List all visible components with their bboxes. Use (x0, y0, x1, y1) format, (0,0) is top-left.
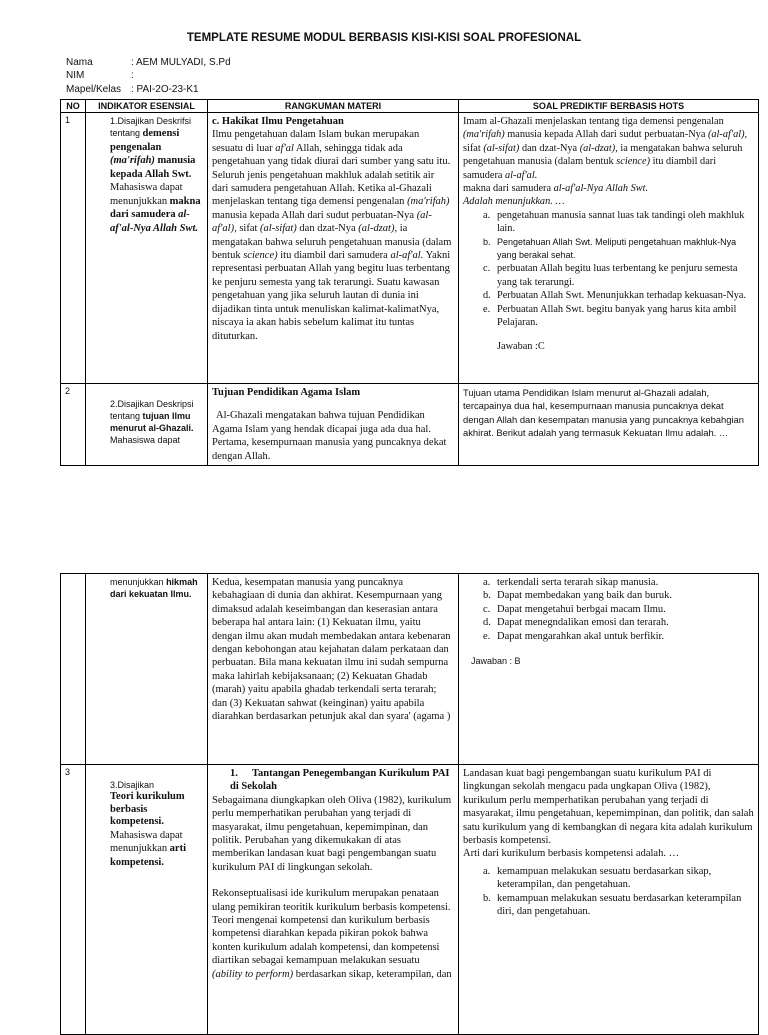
meta-label-mapel: Mapel/Kelas (66, 84, 122, 95)
document-title: TEMPLATE RESUME MODUL BERBASIS KISI-KISI SOAL PROFESIONAL (186, 32, 582, 44)
indikator-cell: 3.Disajikan Teori kurikulum berbasis kompetensi. Mahasiswa dapat menunjukkan arti kompetensi. (86, 765, 208, 1035)
rangkuman-title: 1. Tantangan Penegembangan Kurikulum PAI di Sekolah (230, 768, 450, 793)
indikator-cell: 1.Disajikan Deskrifsi tentang demensi pengenalan (ma'rifah) manusia kepada Allah Swt. Mahasiswa dapat menunjukkan makna dari samudera al-af'al-Nya Allah Swt. (86, 113, 208, 384)
soal-cell (459, 574, 759, 765)
list-item: d. Perbuatan Allah Swt. Menunjukkan terhadap kekuasan-Nya. (483, 290, 747, 302)
soal-cell: Tujuan utama Pendidikan Islam menurut al-Ghazali adalah, tercapainya dua hal, kesempurnaan manusia puncaknya dekat dengan Allah dan kesempatan manusia yang puncaknya kebahgian akhirat. Berikut adalah yang termasuk Kekuatan Ilmu adalah. … (459, 384, 759, 466)
soal-cell: Landasan kuat bagi pengembangan suatu kurikulum PAI di lingkungan sekolah mengacu pada ungkapan Oliva (1982), kurikulum perlu memperhatikan perubahan yang terjadi di masyarakat, ilmu pengetahuan, kepemimpinan, dan politik, dan salah satu kurikulum yang di kembangkan di negara kita adalah kurikulum berbasis kompetensi. Arti dari kurikulum berbasis kompetensi adalah. … a. kemampuan melakukan sesuatu berdasarkan sikap, keterampilan, dan pengetahuan. b. kemampuan melakukan sesuatu berdasarkan keterampilan diri, dan pengetahuan. (459, 765, 759, 1035)
table-row (61, 765, 759, 1035)
rangkuman-cell: Kedua, kesempatan manusia yang puncaknya kebahagiaan di dunia dan akhirat. Kesempurnaan yang dimaksud adalah keseimbangan dan keserasian antara beberapa hal antara lain: (1) Kekuatan ilmu, yaitu dengan ilmu akan mudah membedakan antara kebenaran dengan kebohongan atau kejahatan dalam perkataan dan perbuatan. Bila mana kekuatan ilmu ini sudah sempurna maka lahirlah kebijaksanaan; (2) Kekuatan Ghadab (marah) yaitu apabila ghadab terkendali serta terarah; dan (3) Kekuatan sahwat (keinginan) yaitu apabila diarahkan berdasarkan petunjuk akal dan syara' (agama ) (208, 574, 459, 765)
list-item: c. Dapat mengetahui berbgai macam Ilmu. (483, 603, 666, 615)
meta-label-nama: Nama (66, 57, 93, 68)
list-item: e. Dapat mengarahkan akal untuk berfikir. (483, 630, 665, 642)
list-item: a. terkendali serta terarah sikap manusia. (483, 577, 659, 588)
list-item: b. Pengetahuan Allah Swt. Meliputi pengetahuan makhluk-Nya yang berakal sehat. (483, 236, 737, 261)
table-row (61, 574, 759, 765)
list-item: a. kemampuan melakukan sesuatu berdasarkan sikap, keterampilan, dan pengetahuan. (483, 865, 712, 891)
header-no: NO (61, 100, 86, 113)
table-row (61, 384, 759, 466)
list-item: b. Dapat membedakan yang baik dan buruk. (483, 590, 672, 602)
rangkuman-cell: c. Hakikat Ilmu Pengetahuan Ilmu pengetahuan dalam Islam bukan merupakan sesuatu di luar af'al Allah, sehingga tidak ada pengetahuan yang tidak diurai dari sumber yang satu itu. Seluruh jenis pengetahuan makhluk adalah setitik air dari samudera pengetahuan Allah. Ketika al-Ghazali menjelaskan tentang tiga demensi pengenalan (ma'rifah) manusia kepada Allah dari sudut perbuatan-Nya (al-af'al), sifat (al-sifat) dan dzat-Nya (al-dzat), ia mengatakan bahwa seluruh pengetahuan manusia (dalam bentuk science) itu diambil dari samudera al-af'al. Yakni representasi perbuatan Allah yang begitu luas terbentang ke penjuru semesta yang tak terarungi. Suatu kawasan pengetahuan yang jika seluruh lautan di dunia ini dijadikan tinta untuk menuliskan kalimat-kalimatNya, niscaya ia akan habis sebelum kalimat itu tuntas dituturkan. (208, 113, 459, 384)
indikator-cell: menunjukkan hikmah dari kekuatan Ilmu. (86, 574, 208, 765)
list-item: e. Perbuatan Allah Swt. begitu banyak yang harus kita ambil Pelajaran. (483, 303, 737, 329)
row-number: 2 (61, 384, 86, 466)
header-soal: SOAL PREDIKTIF BERBASIS HOTS (459, 100, 759, 113)
meta-label-nim: NIM (66, 70, 85, 81)
rangkuman-cell: 1. Tantangan Penegembangan Kurikulum PAI di Sekolah Sebagaimana diungkapkan oleh Oliva (1982), kurikulum perlu memperhatikan perubahan yang terjadi di masyarakat, ilmu pengetahuan, kepemimpinan, dan politik. Perubahan yang dikemukakan di atas memberikan landasan kuat bagi pengembangan suatu kurikulum PAI di lingkungan sekolah. Rekonseptualisasi ide kurikulum merupakan penataan ulang pemikiran teoritik kurikulum berbasis kompetensi. Teori mengenai kompetensi dan kurikulum berbasis kompetensi diarahkan kepada pikiran pokok bahwa konten kurikulum adalah kompetensi, dan kompetensi diartikan sebagai kemampuan melakukan sesuatu (ability to perform) berdasarkan sikap, keterampilan, dan (208, 765, 459, 1035)
row-number (61, 574, 86, 765)
list-item: a. pengetahuan manusia sannat luas tak tandingi oleh makhluk lain. (483, 209, 745, 235)
rangkuman-title: c. Hakikat Ilmu Pengetahuan (212, 116, 344, 127)
answer-key: Jawaban : B (471, 656, 521, 667)
soal-question: Imam al-Ghazali menjelaskan tentang tiga demensi pengenalan (ma'rifah) manusia kepada Allah dari sudut perbuatan-Nya (al-af'al), sifat (al-sifat) dan dzat-Nya (al-dzat), ia mengatakan bahwa seluruh pengetahuan manusia (dalam bentuk science) itu diambil dari samudera al-af'al. makna dari samudera al-af'al-Nya Allah Swt. Adalah menunjukkan. … (463, 116, 748, 208)
answer-options (463, 209, 754, 330)
list-item: c. perbuatan Allah begitu luas terbentang ke penjuru semesta yang tak terarungi. (483, 263, 738, 288)
resume-table-page-1 (60, 99, 759, 466)
soal-cell (459, 113, 759, 384)
header-indikator: INDIKATOR ESENSIAL (86, 100, 208, 113)
row-number: 1 (61, 113, 86, 384)
answer-key: Jawaban :C (497, 340, 545, 352)
indikator-cell: 2.Disajikan Deskripsi tentang tujuan Ilmu menurut al-Ghazali. Mahasiswa dapat (86, 384, 208, 466)
resume-table-page-2 (60, 573, 759, 1035)
row-number: 3 (61, 765, 86, 1035)
table-row (61, 113, 759, 384)
header-rangkuman: RANGKUMAN MATERI (208, 100, 459, 113)
meta-value-nim: : (131, 70, 134, 81)
rangkuman-cell: Tujuan Pendidikan Agama Islam Al-Ghazali mengatakan bahwa tujuan Pendidikan Agama Islam yang hendak dicapai juga ada dua hal. Pertama, kesempurnaan manusia yang puncaknya dekat dengan Allah. (208, 384, 459, 466)
meta-value-mapel: : PAI-2O-23-K1 (131, 84, 199, 95)
list-item: b. kemampuan melakukan sesuatu berdasarkan keterampilan diri, dan pengetahuan. (483, 892, 742, 918)
answer-options (463, 576, 754, 643)
meta-value-nama: : AEM MULYADI, S.Pd (131, 57, 231, 68)
answer-options (463, 865, 754, 919)
list-item: d. Dapat menegndalikan emosi dan terarah. (483, 617, 669, 629)
rangkuman-title: Tujuan Pendidikan Agama Islam (212, 387, 361, 398)
